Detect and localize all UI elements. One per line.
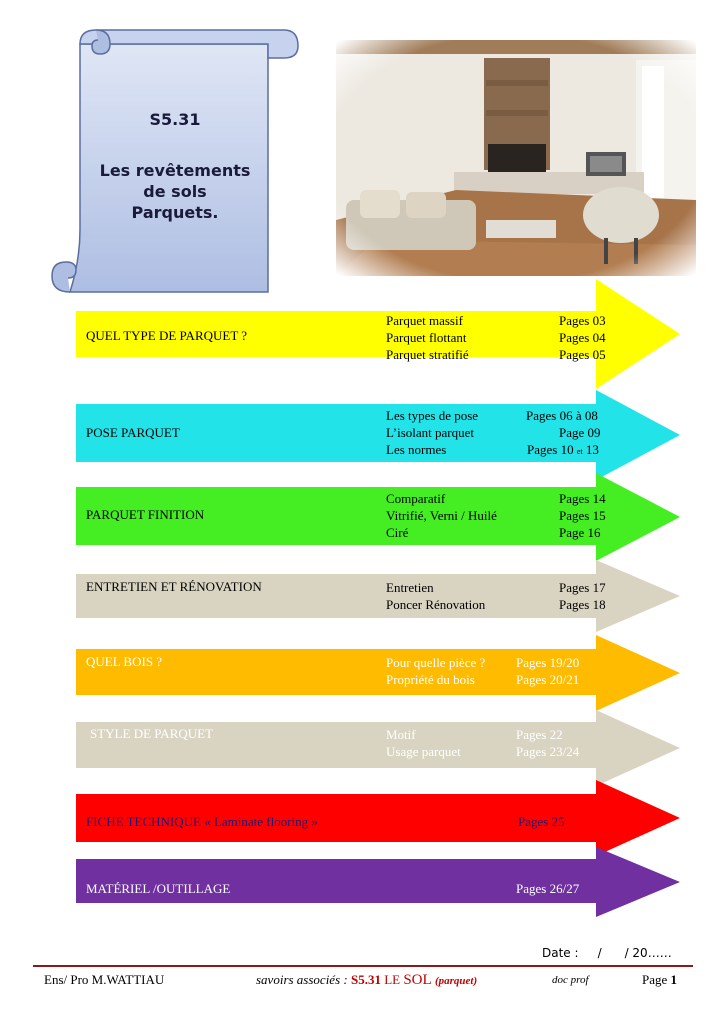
section-materiel-outillage[interactable] xyxy=(0,847,724,917)
section-label: PARQUET FINITION xyxy=(86,507,205,522)
section-pages: Pages 25 xyxy=(518,814,565,829)
title-line: Les revêtements xyxy=(99,161,251,180)
list-item[interactable]: Parquet flottant Pages 04 xyxy=(386,330,606,345)
title-line: Parquets. xyxy=(131,203,219,222)
footer-code: S5.31 xyxy=(350,972,381,987)
footer xyxy=(40,972,690,992)
section-items xyxy=(386,654,580,688)
date-year: / 20…… xyxy=(624,946,672,960)
section-pages: Pages 26/27 xyxy=(516,881,580,896)
section-label: MATÉRIEL /OUTILLAGE xyxy=(86,881,231,896)
list-item[interactable]: Comparatif Pages 14 xyxy=(386,491,606,506)
arrow-shape xyxy=(0,635,724,711)
section-label: QUEL BOIS ? xyxy=(86,654,163,669)
section-label: STYLE DE PARQUET xyxy=(90,726,214,741)
date-line[interactable] xyxy=(542,946,672,960)
section-fiche-technique[interactable] xyxy=(0,780,724,856)
footer-sol: SOL xyxy=(403,972,432,988)
date-label: Date : xyxy=(542,946,579,960)
list-item[interactable]: Parquet massif Pages 03 xyxy=(386,313,606,328)
date-separator: / xyxy=(597,946,602,960)
footer-doc: doc prof xyxy=(552,974,589,986)
footer-author: Ens/ Pro M.WATTIAU xyxy=(44,972,165,987)
section-label: QUEL TYPE DE PARQUET ? xyxy=(86,328,248,343)
list-item[interactable]: Propriété du bois Pages 20/21 xyxy=(386,672,580,687)
section-label: ENTRETIEN ET RÉNOVATION xyxy=(86,579,262,594)
list-item[interactable]: Les types de pose Pages 06 à 08 xyxy=(386,408,598,423)
section-items xyxy=(386,407,601,458)
section-items xyxy=(386,579,606,613)
section-label: FICHE TECHNIQUE « Laminate flooring » xyxy=(86,814,318,829)
list-item[interactable]: L’isolant parquet Page 09 xyxy=(386,425,601,440)
list-item[interactable]: Entretien Pages 17 xyxy=(386,580,606,595)
document-code: S5.31 xyxy=(149,110,201,129)
living-room-photo xyxy=(336,40,696,276)
list-item[interactable]: Motif Pages 22 xyxy=(386,727,563,742)
section-items xyxy=(386,726,580,760)
list-item[interactable]: Vitrifié, Verni / Huilé Pages 15 xyxy=(386,508,606,523)
list-item[interactable]: Usage parquet Pages 23/24 xyxy=(386,744,580,759)
title-line: de sols xyxy=(143,182,207,201)
arrow-shape xyxy=(0,710,724,786)
section-items xyxy=(386,490,606,541)
footer-page: Page 1 xyxy=(642,972,678,987)
footer-savoirs: savoirs associés : S5.31 LE SOL (parquet) xyxy=(256,972,478,988)
list-item[interactable]: Poncer Rénovation Pages 18 xyxy=(386,597,606,612)
footer-parquet: (parquet) xyxy=(434,975,478,987)
section-entretien-renovation[interactable] xyxy=(0,560,724,632)
arrow-shape xyxy=(0,560,724,632)
section-items xyxy=(386,312,606,363)
section-type-parquet[interactable] xyxy=(0,279,724,389)
section-quel-bois[interactable] xyxy=(0,635,724,711)
section-label: POSE PARQUET xyxy=(86,425,180,440)
list-item[interactable]: Ciré Page 16 xyxy=(386,525,601,540)
list-item[interactable]: Les normes Pages 10 et 13 xyxy=(386,442,599,457)
list-item[interactable]: Pour quelle pièce ? Pages 19/20 xyxy=(386,655,580,670)
footer-rule xyxy=(33,965,693,967)
section-style-parquet[interactable] xyxy=(0,710,724,786)
document-title xyxy=(80,160,270,223)
section-parquet-finition[interactable] xyxy=(0,473,724,565)
list-item[interactable]: Parquet stratifié Pages 05 xyxy=(386,347,606,362)
footer-le: LE xyxy=(384,972,401,987)
section-pose-parquet[interactable] xyxy=(0,390,724,480)
